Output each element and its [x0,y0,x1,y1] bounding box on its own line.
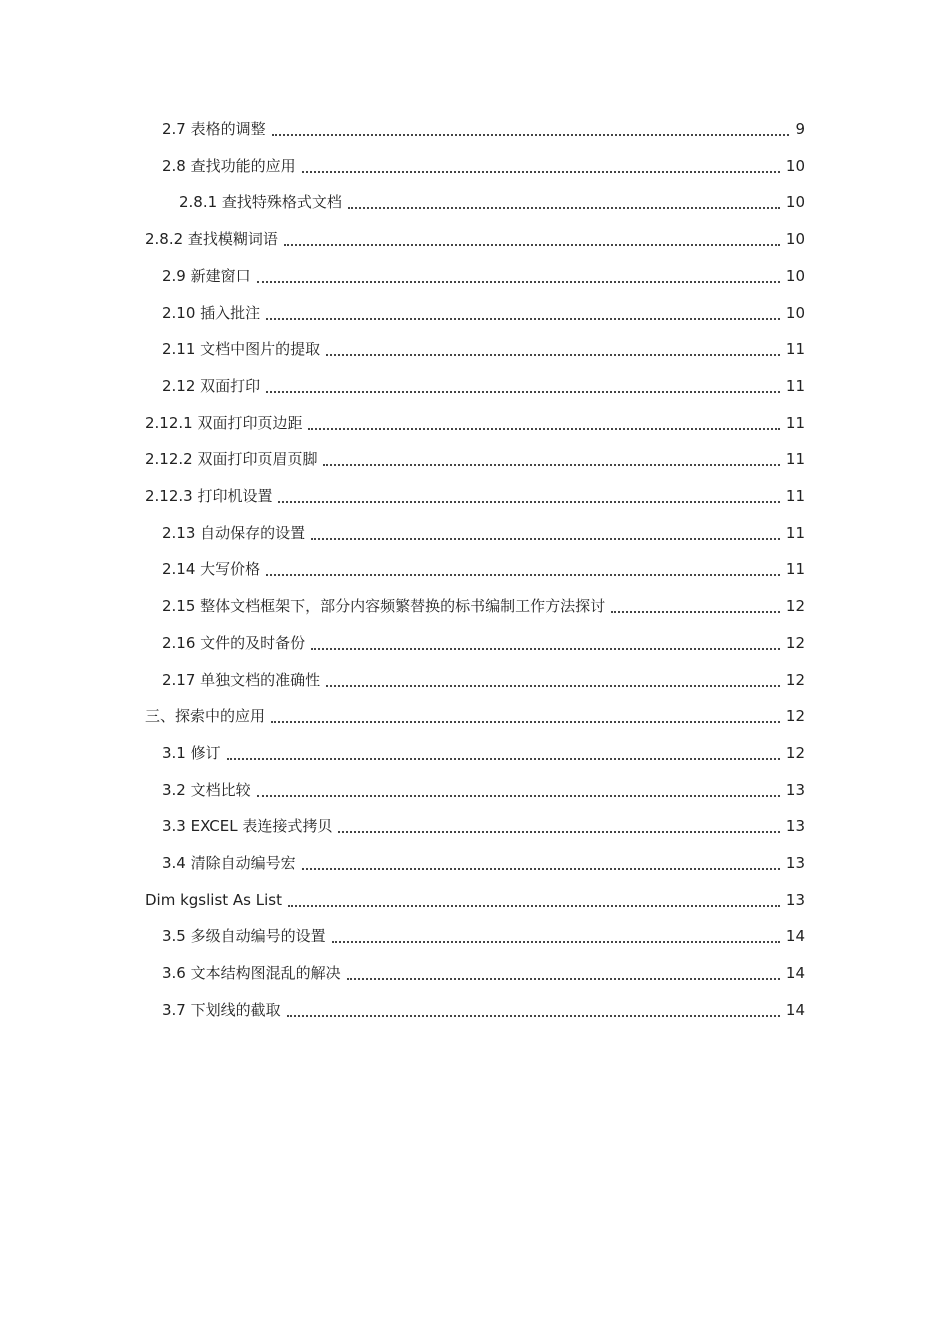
toc-entry-page-number: 14 [785,964,805,982]
toc-entry[interactable] [162,918,805,954]
toc-entry-page-number: 11 [785,487,805,505]
toc-entry-page-number: 10 [785,304,805,322]
toc-entry[interactable] [145,221,805,257]
toc-entry-page-number: 12 [785,744,805,762]
toc-entry-page-number: 12 [785,597,805,615]
toc-entry[interactable] [162,551,805,587]
toc-entry[interactable] [162,331,805,367]
toc-entry-page-number: 11 [785,340,805,358]
toc-dot-leader [348,206,780,209]
toc-entry-page-number: 10 [785,230,805,248]
toc-entry-page-number: 14 [785,927,805,945]
toc-dot-leader [311,537,780,540]
toc-entry-page-number: 11 [785,450,805,468]
toc-entry-title: 2.15 整体文档框架下，部分内容频繁替换的标书编制工作方法探讨 [162,597,606,615]
toc-entry[interactable] [162,295,805,331]
toc-entry-page-number: 12 [785,707,805,725]
toc-entry[interactable] [162,992,805,1028]
toc-entry-title: 2.8 查找功能的应用 [162,157,296,175]
toc-dot-leader [326,684,780,687]
toc-entry-page-number: 12 [785,634,805,652]
toc-entry-title: 2.12 双面打印 [162,377,261,395]
toc-entry-page-number: 11 [785,560,805,578]
toc-dot-leader [266,390,780,393]
toc-dot-leader [338,830,780,833]
toc-entry[interactable] [162,955,805,991]
toc-entry-page-number: 10 [785,157,805,175]
toc-entry-title: 2.16 文件的及时备份 [162,634,306,652]
toc-entry[interactable] [162,772,805,808]
toc-dot-leader [257,280,780,283]
toc-entry[interactable] [145,405,805,441]
toc-entry[interactable] [162,148,805,184]
toc-entry[interactable] [162,662,805,698]
toc-dot-leader [272,133,790,136]
toc-dot-leader [302,867,780,870]
toc-entry-title: 3.2 文档比较 [162,781,251,799]
toc-dot-leader [288,904,780,907]
toc-entry-title: 3.6 文本结构图混乱的解决 [162,964,341,982]
toc-entry-page-number: 13 [785,854,805,872]
toc-entry[interactable] [162,845,805,881]
toc-entry-page-number: 9 [795,120,805,138]
toc-entry-title: 2.12.2 双面打印页眉页脚 [145,450,318,468]
toc-entry-title: 2.10 插入批注 [162,304,261,322]
toc-entry-title: 2.11 文档中图片的提取 [162,340,321,358]
toc-entry-page-number: 11 [785,377,805,395]
toc-entry-title: 2.17 单独文档的准确性 [162,671,321,689]
toc-entry-title: 2.9 新建窗口 [162,267,251,285]
toc-entry-page-number: 10 [785,267,805,285]
toc-entry-title: 3.5 多级自动编号的设置 [162,927,326,945]
toc-entry[interactable] [162,735,805,771]
toc-entry-page-number: 11 [785,524,805,542]
toc-dot-leader [302,170,780,173]
toc-dot-leader [323,463,779,466]
toc-dot-leader [278,500,779,503]
toc-entry-title: 2.8.2 查找模糊词语 [145,230,278,248]
toc-dot-leader [287,1014,780,1017]
toc-dot-leader [266,317,780,320]
toc-dot-leader [266,573,780,576]
toc-dot-leader [284,243,780,246]
toc-entry-title: 2.14 大写价格 [162,560,261,578]
toc-dot-leader [611,610,780,613]
toc-entry-title: 3.1 修订 [162,744,221,762]
toc-entry[interactable] [162,111,805,147]
toc-entry[interactable] [179,184,805,220]
toc-dot-leader [326,353,780,356]
toc-entry[interactable] [162,588,805,624]
toc-dot-leader [271,720,780,723]
toc-dot-leader [332,940,780,943]
toc-entry-title: 3.7 下划线的截取 [162,1001,281,1019]
toc-entry[interactable] [145,478,805,514]
toc-entry-title: Dim kgslist As List [145,891,282,909]
toc-entry-title: 三、探索中的应用 [145,707,266,725]
toc-entry-page-number: 13 [785,891,805,909]
toc-entry-page-number: 14 [785,1001,805,1019]
toc-entry[interactable] [145,882,805,918]
toc-dot-leader [347,977,780,980]
toc-entry-title: 3.3 EXCEL 表连接式拷贝 [162,817,333,835]
toc-entry-title: 2.12.1 双面打印页边距 [145,414,303,432]
toc-entry-title: 2.13 自动保存的设置 [162,524,306,542]
toc-entry-page-number: 11 [785,414,805,432]
toc-entry-title: 2.12.3 打印机设置 [145,487,273,505]
toc-entry[interactable] [162,625,805,661]
toc-entry-title: 2.8.1 查找特殊格式文档 [179,193,342,211]
toc-entry[interactable] [162,515,805,551]
toc-entry-page-number: 10 [785,193,805,211]
toc-entry-page-number: 13 [785,781,805,799]
toc-entry-title: 3.4 清除自动编号宏 [162,854,296,872]
toc-dot-leader [308,427,779,430]
toc-dot-leader [227,757,780,760]
toc-entry[interactable] [162,368,805,404]
toc-dot-leader [257,794,780,797]
toc-entry[interactable] [145,698,805,734]
toc-entry-title: 2.7 表格的调整 [162,120,266,138]
toc-entry[interactable] [162,258,805,294]
toc-entry[interactable] [145,441,805,477]
toc-entry-page-number: 12 [785,671,805,689]
toc-dot-leader [311,647,780,650]
toc-entry-page-number: 13 [785,817,805,835]
toc-entry[interactable] [162,808,805,844]
